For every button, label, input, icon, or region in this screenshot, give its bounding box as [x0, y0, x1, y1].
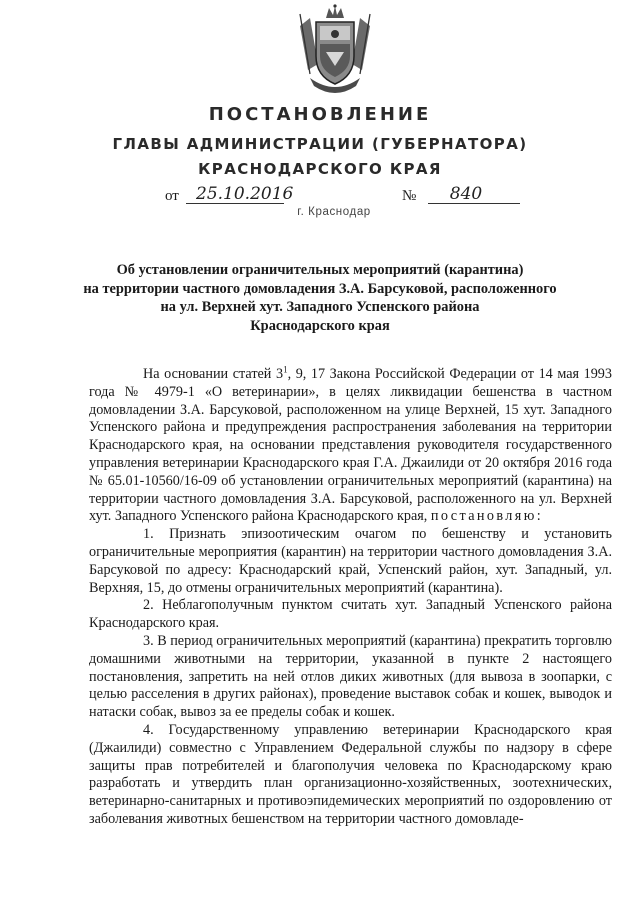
krasnodar-coat-of-arms-icon [296, 4, 374, 96]
decree-word: постановляю: [430, 508, 544, 525]
clause-paragraph: 1. Признать эпизоотическим очагом по бешенству и установить ограничительные мероприятия (карантин) на территории частного домовладения З.А. Барсуковой по адресу: Краснодарский край, Успенский район, хут. Западный, ул. Верхняя, 15, до отмены ограничительных мероприятий (карантина). [89, 526, 612, 596]
title-line: на ул. Верхней хут. Западного Успенского района [160, 299, 480, 316]
date-label: от [165, 188, 179, 204]
document-date: 25.10.2016 [196, 184, 294, 204]
date-underline [186, 203, 284, 204]
title-line: Краснодарского края [250, 317, 390, 334]
clause-paragraph: 3. В период ограничительных мероприятий (карантина) прекратить торговлю домашними животными на территории, указанной в пункте 2 настоящего постановления, запретить на ней отлов диких животных (для вывоза в зоопарки, с целью расселения в других районах), проведение выставок собак и кошек, выводок и натаски собак, вывоз за ее пределы собак и кошек. [89, 632, 612, 721]
region-heading: КРАСНОДАРСКОГО КРАЯ [198, 160, 442, 178]
article-superscript: 1 [283, 364, 288, 375]
clause-paragraph: 4. Государственному управлению ветеринарии Краснодарского края (Джаилиди) совместно с Управлением Федеральной службы по надзору в сфере защиты прав потребителей и благополучия человека по Краснодарскому краю разработать и утвердить план организационно-хозяйственных, зоотехнических, ветеринарно-санитарных и противоэпидемических мероприятий по оздоровлению от заболевания животных бешенством на территории частного домовладе- [89, 721, 612, 827]
clause-paragraph: 2. Неблагополучным пунктом считать хут. Западный Успенского района Краснодарского края. [89, 597, 612, 632]
issuer-heading: ГЛАВЫ АДМИНИСТРАЦИИ (ГУБЕРНАТОРА) [112, 135, 528, 153]
number-label: № [402, 188, 417, 204]
document-body [89, 366, 612, 829]
document-type-heading: ПОСТАНОВЛЕНИЕ [208, 104, 432, 125]
title-line: Об установлении ограничительных мероприятий (карантина) [116, 262, 524, 278]
preamble-paragraph: На основании статей $3^1$, 9, 17 Закона Российской Федерации от 14 мая 1993 года № 4979-1 «О ветеринарии», в целях ликвидации бешенства в частном домовладении З.А. Барсуковой, расположенном на улице Верхней, 15 хут. Западного Успенского района и предупреждения распространения заболевания на территории Краснодарского края, на основании представления руководителя государственного управления ветеринарии Краснодарского края Г.А. Джаилиди от 20 октября 2016 года № 65.01-10560/16-09 об установлении ограничительных мероприятий (карантина) на территории частного домовладения З.А. Барсуковой, расположенного на ул. Верхней хут. Западного Успенского района Краснодарского края, постановляю: [89, 364, 612, 525]
number-underline [428, 203, 520, 204]
title-line: на территории частного домовладения З.А. Барсуковой, расположенного [83, 280, 557, 297]
city-label: г. Краснодар [297, 206, 371, 218]
document-number: 840 [449, 184, 483, 204]
document-title [80, 261, 560, 335]
